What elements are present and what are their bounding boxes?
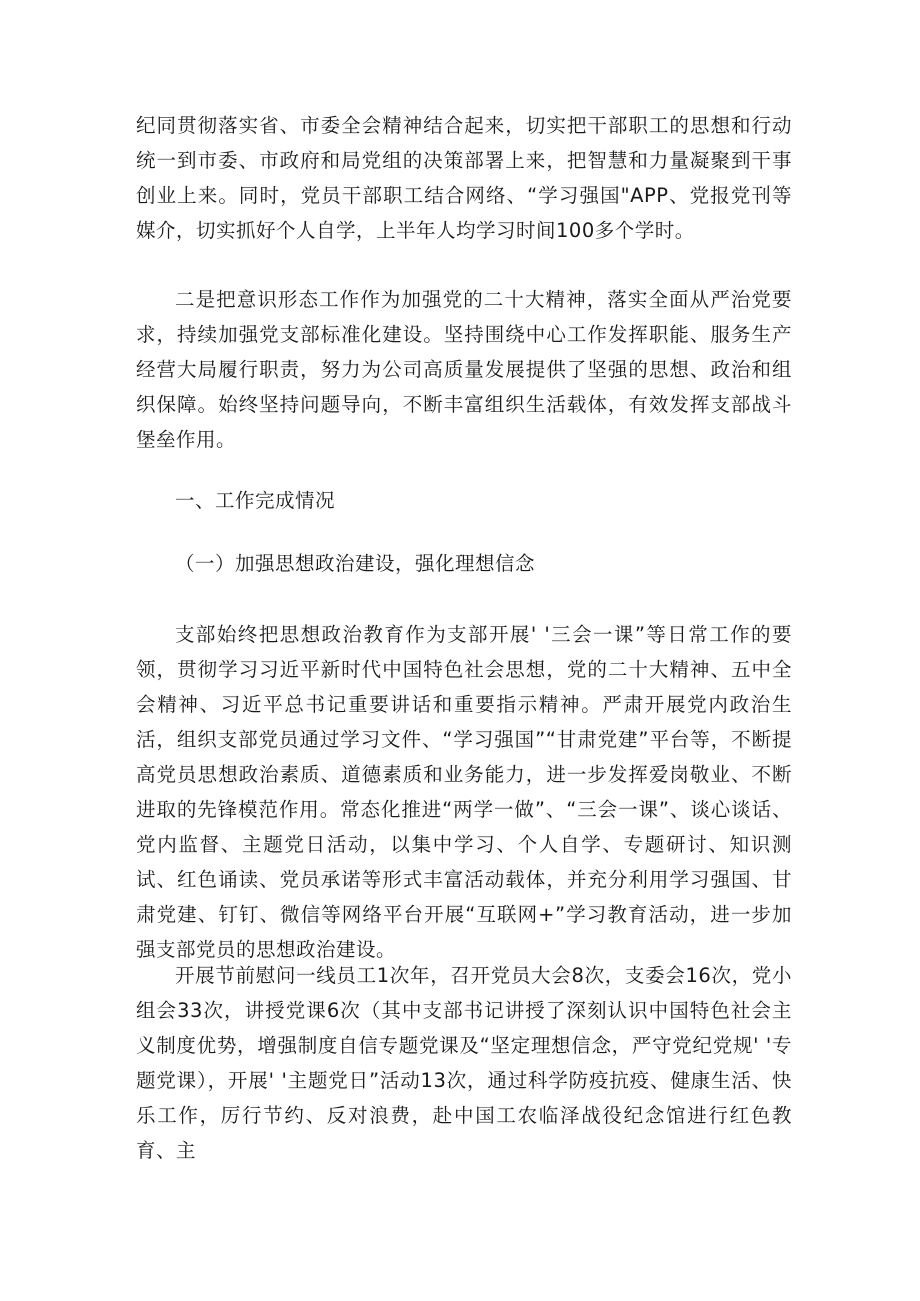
paragraph-political-education: 支部始终把思想政治教育作为支部开展' '三会一课”等日常工作的要领，贯彻学习习近平新时代中国特色社会思想，党的二十大精神、五中全会精神、习近平总书记重要讲话和重要指示精神。严肃开展党内政治生活，组织支部党员通过学习文件、“学习强国”“甘肃党建”平台等，不断提高党员思想政治素质、道德素质和业务能力，进一步发挥爱岗敬业、不断进取的先锋模范作用。常态化推进“两学一做”、“三会一课”、谈心谈话、党内监督、主题党日活动，以集中学习、个人自学、专题研讨、知识测试、红色诵读、党员承诺等形式丰富活动载体，并充分利用学习强国、甘肃党建、钉钉、微信等网络平台开展“互联网+”学习教育活动，进一步加强支部党员的思想政治建设。 [136,623,792,961]
subsection-heading: （一）加强思想政治建设，强化理想信念 [175,552,536,575]
paragraph-continuation: 纪同贯彻落实省、市委全会精神结合起来，切实把干部职工的思想和行动统一到市委、市政府和局党组的决策部署上来，把智慧和力量凝聚到干事创业上来。同时，党员干部职工结合网络、“学习强国"APP、党报党刊等媒介，切实抓好个人自学，上半年人均学习时间100多个学时。 [136,114,792,242]
paragraph-activities: 开展节前慰问一线员工1次年，召开党员大会8次，支委会16次，党小组会33次，讲授党课6次（其中支部书记讲授了深刻认识中国特色社会主义制度优势，增强制度自信专题党课及“坚定理想信念，严守党纪党规' '专题党课），开展' '主题党日”活动13次，通过科学防疫抗疫、健康生活、快乐工作，厉行节约、反对浪费，赴中国工农临泽战役纪念馆进行红色教育、主 [136,964,792,1162]
paragraph-ideology-work: 二是把意识形态工作作为加强党的二十大精神，落实全面从严治党要求，持续加强党支部标准化建设。坚持围绕中心工作发挥职能、服务生产经营大局履行职责，努力为公司高质量发展提供了坚强的思想、政治和组织保障。始终坚持问题导向，不断丰富组织生活载体，有效发挥支部战斗堡垒作用。 [136,288,792,451]
section-heading: 一、工作完成情况 [175,489,336,512]
